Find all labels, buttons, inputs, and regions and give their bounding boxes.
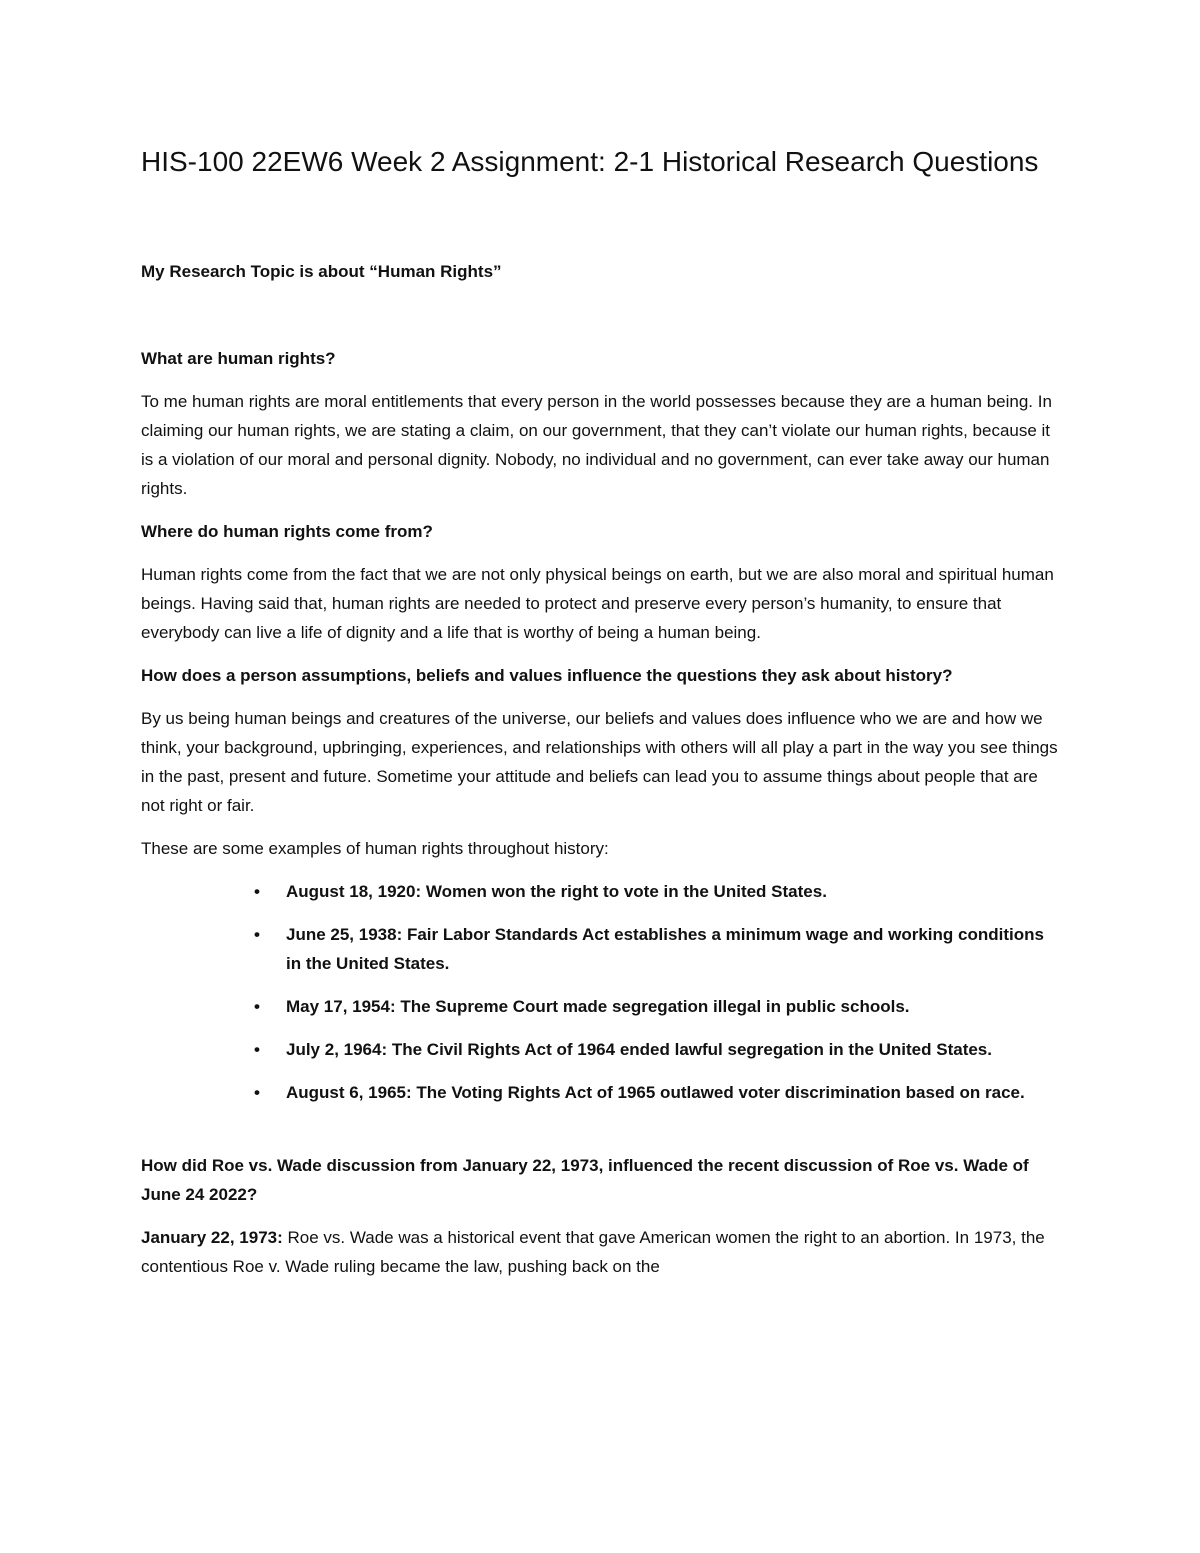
list-item-text: July 2, 1964: The Civil Rights Act of 1964 ended lawful segregation in the United States. xyxy=(286,1040,992,1059)
answer-text: Roe vs. Wade was a historical event that gave American women the right to an abortion. In 1973, the contentious Roe v. Wade ruling became the law, pushing back on the xyxy=(141,1228,1045,1276)
document-body xyxy=(141,344,1061,1295)
list-item-text: August 6, 1965: The Voting Rights Act of 1965 outlawed voter discrimination based on race. xyxy=(286,1083,1025,1102)
question-heading: How did Roe vs. Wade discussion from January 22, 1973, influenced the recent discussion of Roe vs. Wade of June 24 2022? xyxy=(141,1156,1029,1204)
list-item xyxy=(254,877,1061,906)
answer-paragraph: Human rights come from the fact that we are not only physical beings on earth, but we are also moral and spiritual human beings. Having said that, human rights are needed to protect and preserve every person’s humanity, to ensure that everybody can live a life of dignity and a life that is worthy of being a human being. xyxy=(141,565,1054,642)
list-item xyxy=(254,992,1061,1021)
list-item xyxy=(254,1078,1061,1107)
bullet-icon: • xyxy=(254,925,260,944)
answer-date-lead: January 22, 1973: xyxy=(141,1228,283,1247)
list-item-text: May 17, 1954: The Supreme Court made segregation illegal in public schools. xyxy=(286,997,910,1016)
question-heading: Where do human rights come from? xyxy=(141,522,433,541)
bullet-icon: • xyxy=(254,997,260,1016)
question-heading: What are human rights? xyxy=(141,349,336,368)
bullet-icon: • xyxy=(254,1083,260,1102)
list-item-text: August 18, 1920: Women won the right to vote in the United States. xyxy=(286,882,827,901)
list-item-text: June 25, 1938: Fair Labor Standards Act establishes a minimum wage and working conditions in the United States. xyxy=(286,925,1044,973)
research-topic: My Research Topic is about “Human Rights” xyxy=(141,262,502,281)
question-heading: How does a person assumptions, beliefs and values influence the questions they ask about history? xyxy=(141,666,953,685)
answer-paragraph: By us being human beings and creatures of the universe, our beliefs and values does influence who we are and how we think, your background, upbringing, experiences, and relationships with others will all play a part in the way you see things in the past, present and future. Sometime your attitude and beliefs can lead you to assume things about people that are not right or fair. xyxy=(141,709,1058,815)
list-item xyxy=(254,1035,1061,1064)
answer-paragraph xyxy=(141,1223,1061,1281)
examples-list xyxy=(141,877,1061,1107)
list-item xyxy=(254,920,1061,978)
page-title: HIS-100 22EW6 Week 2 Assignment: 2-1 Historical Research Questions xyxy=(141,146,1039,177)
section-spacer xyxy=(141,1121,1061,1151)
examples-intro: These are some examples of human rights throughout history: xyxy=(141,839,609,858)
bullet-icon: • xyxy=(254,882,260,901)
bullet-icon: • xyxy=(254,1040,260,1059)
answer-paragraph: To me human rights are moral entitlements that every person in the world possesses because they are a human being. In claiming our human rights, we are stating a claim, on our government, that they can’t violate our human rights, because it is a violation of our moral and personal dignity. Nobody, no individual and no government, can ever take away our human rights. xyxy=(141,392,1052,498)
